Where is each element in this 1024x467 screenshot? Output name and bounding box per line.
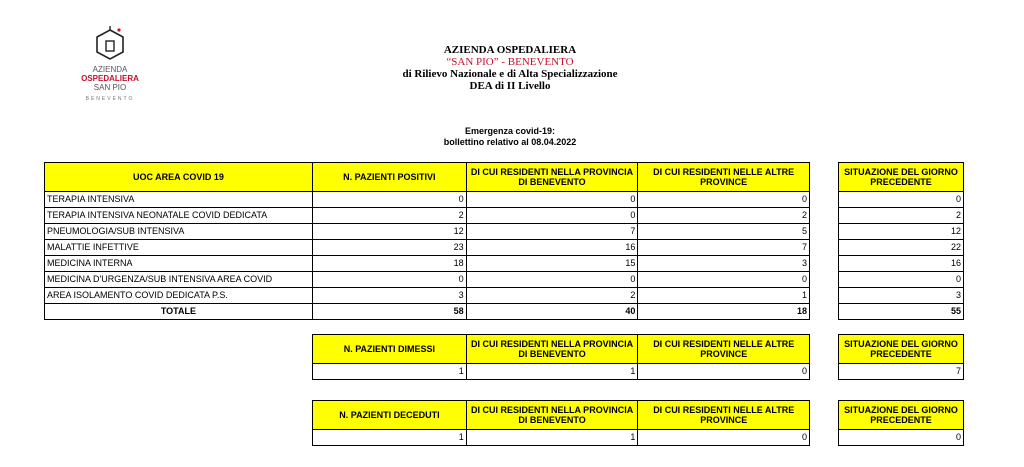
table-row [45, 256, 810, 272]
row-prev: 3 [839, 288, 964, 304]
header-deceduti-bn: DI CUI RESIDENTI NELLA PROVINCIA DI BENEVENTO [466, 401, 638, 430]
header-line-4: DEA di II Livello [469, 80, 551, 92]
header-line-1: AZIENDA OSPEDALIERA [443, 44, 577, 56]
table-row [839, 208, 964, 224]
row-name: PNEUMOLOGIA/SUB INTENSIVA [45, 224, 313, 240]
table-row [45, 208, 810, 224]
table-row [45, 240, 810, 256]
table-row [839, 192, 964, 208]
deceduti-altre-value: 0 [638, 430, 810, 446]
row-altre: 1 [638, 288, 810, 304]
table-row [839, 288, 964, 304]
row-name: TERAPIA INTENSIVA NEONATALE COVID DEDICATA [45, 208, 313, 224]
table-row [313, 364, 810, 380]
header-prev: SITUAZIONE DEL GIORNO PRECEDENTE [839, 163, 964, 192]
header-dimessi: N. PAZIENTI DIMESSI [313, 335, 467, 364]
row-bn: 0 [466, 272, 638, 288]
header-line-2: “SAN PIO” - BENEVENTO [446, 56, 574, 68]
row-bn: 0 [466, 192, 638, 208]
table-row [839, 256, 964, 272]
hospital-logo [70, 24, 150, 116]
header-residenti-bn: DI CUI RESIDENTI NELLA PROVINCIA DI BENEVENTO [466, 163, 638, 192]
total-row [839, 304, 964, 320]
row-positivi: 3 [312, 288, 466, 304]
row-bn: 7 [466, 224, 638, 240]
header-uoc: UOC AREA COVID 19 [45, 163, 313, 192]
row-name: AREA ISOLAMENTO COVID DEDICATA P.S. [45, 288, 313, 304]
dimessi-prev-table [838, 334, 964, 380]
row-name: MEDICINA D'URGENZA/SUB INTENSIVA AREA COVID [45, 272, 313, 288]
deceduti-table [312, 400, 810, 446]
header-deceduti-altre: DI CUI RESIDENTI NELLE ALTRE PROVINCE [638, 401, 810, 430]
table-row [313, 430, 810, 446]
total-prev: 55 [839, 304, 964, 320]
document-header [300, 44, 720, 92]
table-row [45, 272, 810, 288]
header-deceduti: N. PAZIENTI DECEDUTI [313, 401, 467, 430]
logo-line-benevento: BENEVENTO [85, 96, 135, 102]
main-covid-table [44, 162, 810, 320]
table-row [45, 224, 810, 240]
row-bn: 16 [466, 240, 638, 256]
table-row [839, 272, 964, 288]
logo-line-azienda: AZIENDA [92, 65, 128, 74]
bulletin-subtitle [330, 126, 690, 148]
row-bn: 0 [466, 208, 638, 224]
table-row [839, 364, 964, 380]
row-altre: 0 [638, 272, 810, 288]
header-deceduti-prev: SITUAZIONE DEL GIORNO PRECEDENTE [839, 401, 964, 430]
total-bn: 40 [466, 304, 638, 320]
row-prev: 16 [839, 256, 964, 272]
row-altre: 2 [638, 208, 810, 224]
row-positivi: 0 [312, 192, 466, 208]
total-row [45, 304, 810, 320]
table-row [839, 240, 964, 256]
deceduti-prev-value: 0 [839, 430, 964, 446]
total-label: TOTALE [45, 304, 313, 320]
dimessi-altre-value: 0 [638, 364, 810, 380]
header-residenti-altre: DI CUI RESIDENTI NELLE ALTRE PROVINCE [638, 163, 810, 192]
dimessi-prev-value: 7 [839, 364, 964, 380]
header-dimessi-altre: DI CUI RESIDENTI NELLE ALTRE PROVINCE [638, 335, 810, 364]
hexagon-hospital-logo-icon [93, 24, 127, 64]
dimessi-bn-value: 1 [466, 364, 638, 380]
row-positivi: 23 [312, 240, 466, 256]
table-row [45, 288, 810, 304]
row-prev: 2 [839, 208, 964, 224]
header-positivi: N. PAZIENTI POSITIVI [312, 163, 466, 192]
table-row [839, 430, 964, 446]
row-name: MALATTIE INFETTIVE [45, 240, 313, 256]
row-positivi: 2 [312, 208, 466, 224]
row-prev: 22 [839, 240, 964, 256]
deceduti-bn-value: 1 [466, 430, 638, 446]
row-prev: 0 [839, 192, 964, 208]
table-row [45, 192, 810, 208]
total-altre: 18 [638, 304, 810, 320]
total-positivi: 58 [312, 304, 466, 320]
row-altre: 0 [638, 192, 810, 208]
row-name: TERAPIA INTENSIVA [45, 192, 313, 208]
subtitle-line-1: Emergenza covid-19: [464, 126, 556, 136]
dimessi-table [312, 334, 810, 380]
main-prev-table [838, 162, 964, 320]
deceduti-value: 1 [313, 430, 467, 446]
header-dimessi-bn: DI CUI RESIDENTI NELLA PROVINCIA DI BENEVENTO [466, 335, 638, 364]
logo-line-san-pio: SAN PIO [93, 83, 127, 92]
row-prev: 12 [839, 224, 964, 240]
row-altre: 7 [638, 240, 810, 256]
header-dimessi-prev: SITUAZIONE DEL GIORNO PRECEDENTE [839, 335, 964, 364]
header-line-3: di Rilievo Nazionale e di Alta Specializzazione [402, 68, 618, 80]
row-name: MEDICINA INTERNA [45, 256, 313, 272]
row-altre: 5 [638, 224, 810, 240]
dimessi-value: 1 [313, 364, 467, 380]
table-row [839, 224, 964, 240]
logo-line-ospedaliera: OSPEDALIERA [81, 74, 139, 83]
row-positivi: 0 [312, 272, 466, 288]
row-positivi: 18 [312, 256, 466, 272]
row-prev: 0 [839, 272, 964, 288]
row-altre: 3 [638, 256, 810, 272]
subtitle-line-2: bollettino relativo al 08.04.2022 [443, 137, 577, 147]
row-positivi: 12 [312, 224, 466, 240]
row-bn: 15 [466, 256, 638, 272]
row-bn: 2 [466, 288, 638, 304]
deceduti-prev-table [838, 400, 964, 446]
